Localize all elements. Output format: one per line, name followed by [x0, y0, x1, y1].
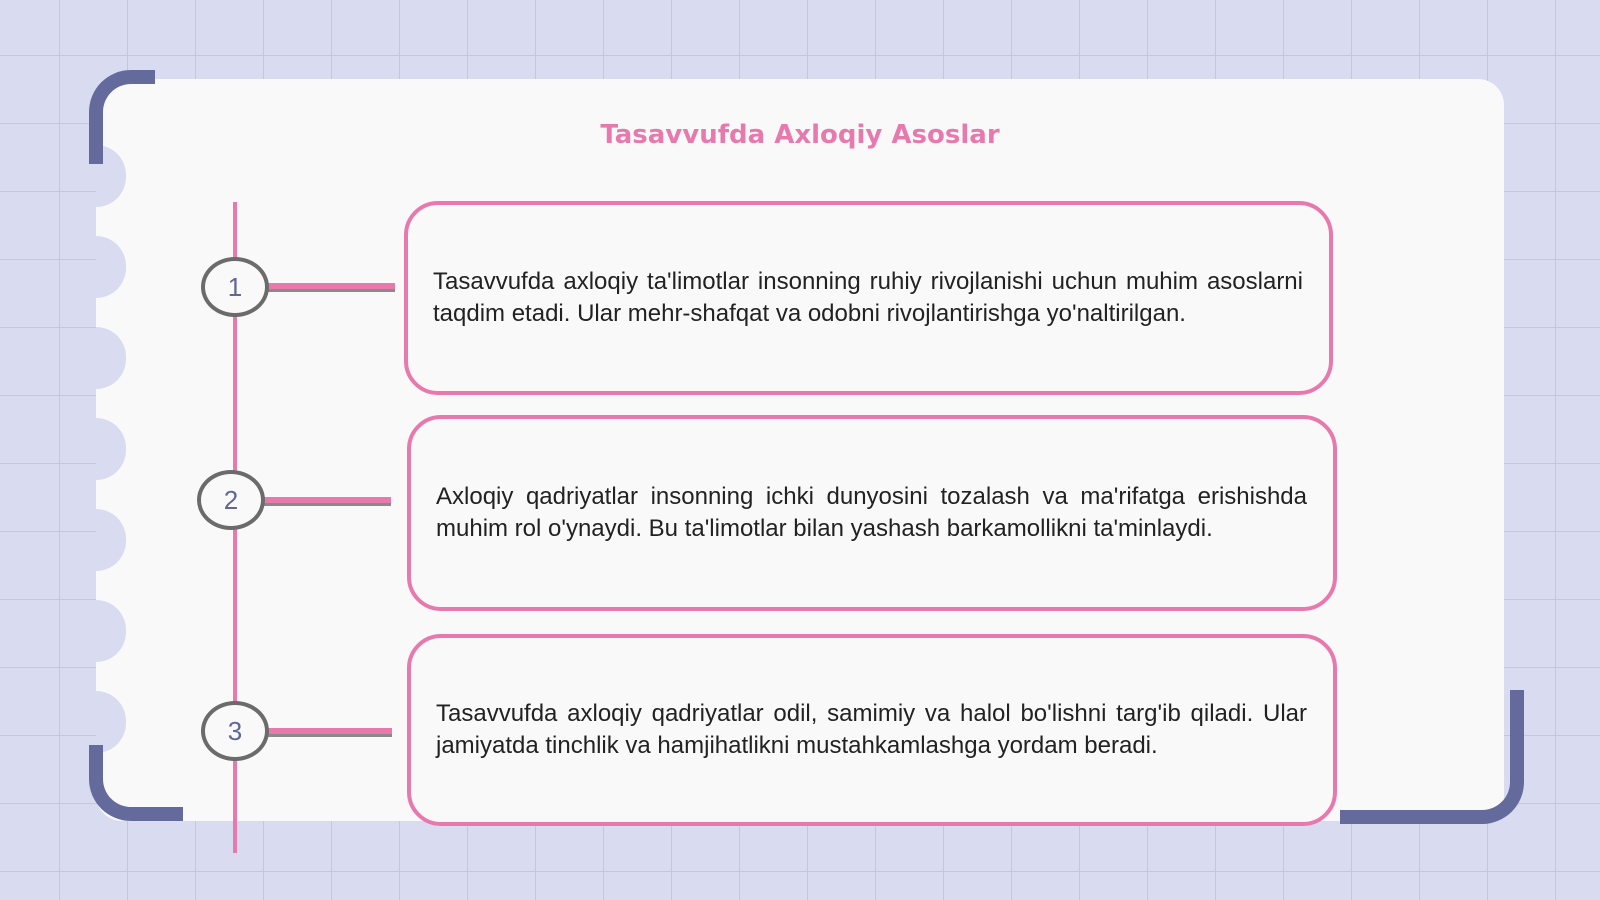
- step-number-badge: 1: [201, 257, 269, 317]
- timeline-item-box: [407, 415, 1337, 611]
- step-number-badge: 3: [201, 701, 269, 761]
- step-number-badge: 2: [197, 470, 265, 530]
- timeline-connector: [266, 728, 392, 737]
- timeline-connector: [266, 283, 395, 292]
- timeline-item-box: [407, 634, 1337, 826]
- timeline-item-text: Tasavvufda axloqiy qadriyatlar odil, samimiy va halol bo'lishni targ'ib qiladi. Ular jamiyatda tinchlik va hamjihatlikni mustahkamlashga yordam beradi.: [436, 700, 1307, 759]
- slide-title: Tasavvufda Axloqiy Asoslar: [600, 120, 1000, 150]
- corner-bracket-bottom-right: [1340, 690, 1524, 824]
- timeline-connector: [262, 497, 391, 506]
- timeline-item-box: [404, 201, 1333, 395]
- timeline-item-text: Axloqiy qadriyatlar insonning ichki dunyosini tozalash va ma'rifatga erishishda muhim rol o'ynaydi. Bu ta'limotlar bilan yashash barkamollikni ta'minlaydi.: [436, 483, 1307, 542]
- corner-bracket-bottom-left: [89, 745, 183, 821]
- timeline-item-text: Tasavvufda axloqiy ta'limotlar insonning ruhiy rivojlanishi uchun muhim asoslarni taqdim etadi. Ular mehr-shafqat va odobni rivojlantirishga yo'naltirilgan.: [433, 268, 1303, 327]
